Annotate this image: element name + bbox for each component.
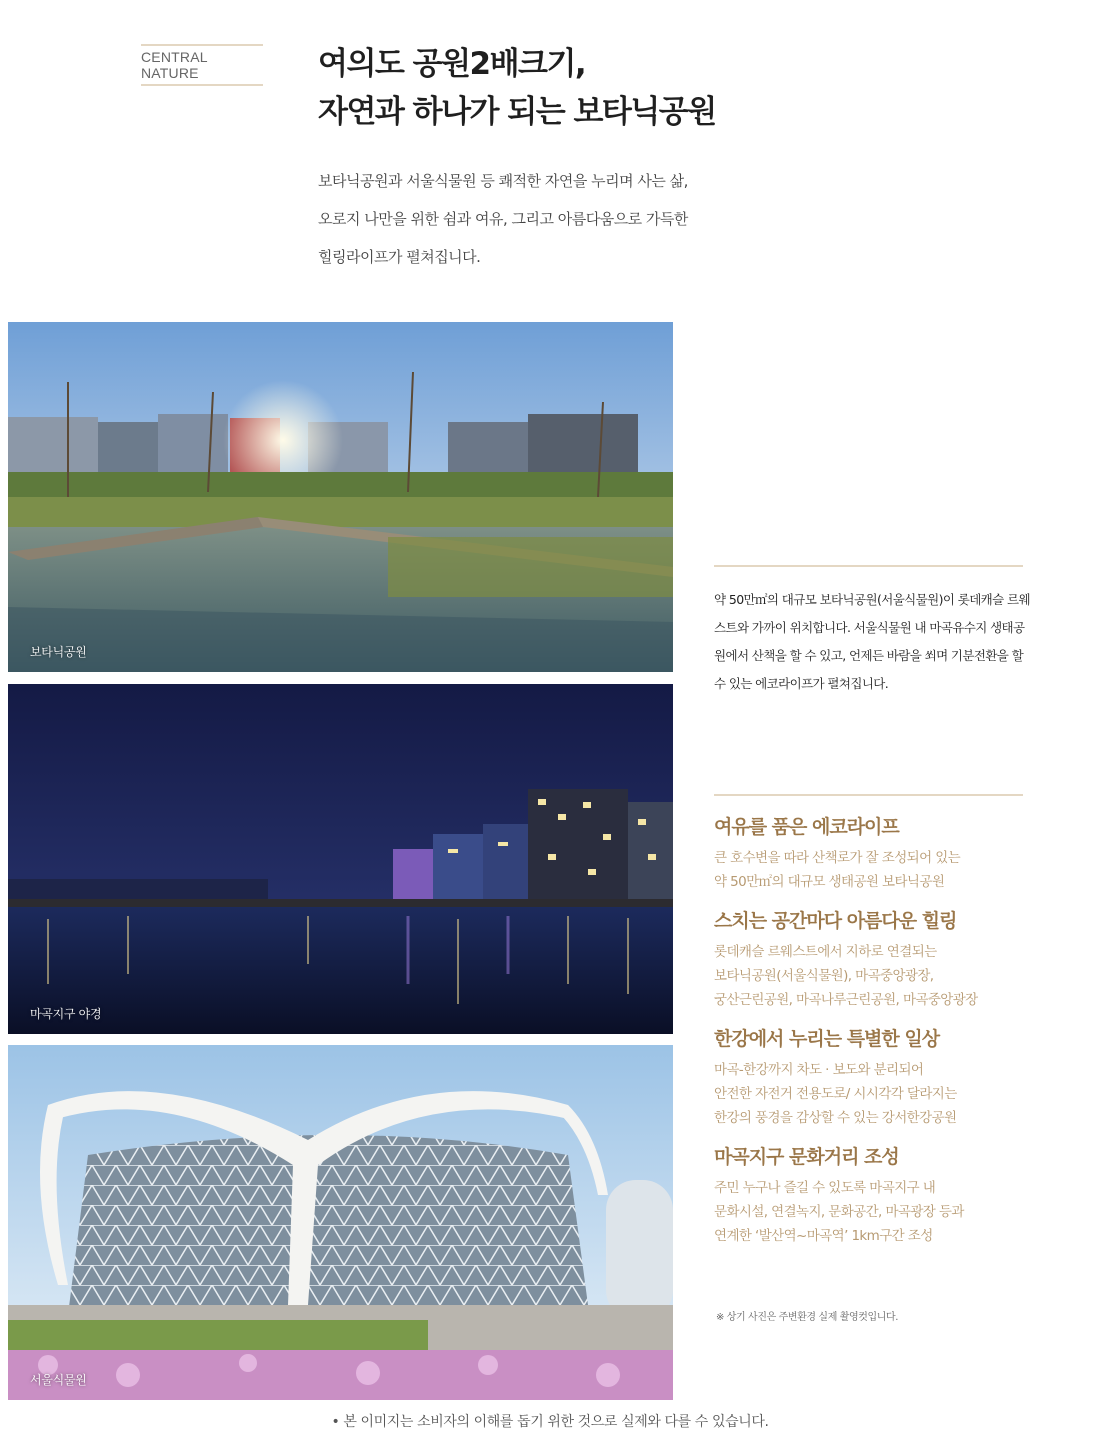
intro-line-1: 보타닉공원과 서울식물원 등 쾌적한 자연을 누리며 사는 삶, (318, 172, 688, 190)
intro-text (318, 162, 688, 276)
divider-features (714, 794, 1023, 796)
intro-line-3: 힐링라이프가 펼쳐집니다. (318, 248, 481, 266)
section-label: CENTRAL NATURE (141, 44, 263, 86)
feature-item (714, 906, 1044, 1012)
seoul-botanic-illustration (8, 1045, 673, 1400)
seoul-botanic-photo (8, 1045, 673, 1400)
divider-top (714, 565, 1023, 567)
feature-list (714, 812, 1044, 1260)
feature-item (714, 1024, 1044, 1130)
headline-line-1: 여의도 공원2배크기, (318, 46, 586, 82)
botanic-park-illustration (8, 322, 673, 672)
feature-title: 마곡지구 문화거리 조성 (714, 1146, 899, 1168)
photo-caption: 마곡지구 야경 (30, 1007, 102, 1021)
feature-title: 스치는 공간마다 아름다운 힐링 (714, 910, 957, 932)
feature-line: 궁산근린공원, 마곡나루근린공원, 마곡중앙광장 (714, 992, 978, 1008)
feature-text (714, 846, 1044, 894)
headline-line-2: 자연과 하나가 되는 보타닉공원 (318, 94, 716, 130)
feature-line: 문화시설, 연결녹지, 문화공간, 마곡광장 등과 (714, 1204, 964, 1220)
photo-note: ※ 상기 사진은 주변환경 실제 촬영컷입니다. (716, 1312, 899, 1323)
feature-line: 안전한 자전거 전용도로/ 시시각각 달라지는 (714, 1086, 957, 1102)
photo-caption: 서울식물원 (30, 1373, 87, 1387)
feature-line: 롯데캐슬 르웨스트에서 지하로 연결되는 (714, 944, 937, 960)
botanic-park-photo (8, 322, 673, 672)
feature-item (714, 812, 1044, 894)
feature-line: 한강의 풍경을 감상할 수 있는 강서한강공원 (714, 1110, 957, 1126)
feature-line: 약 50만㎡의 대규모 생태공원 보타닉공원 (714, 874, 945, 890)
feature-text (714, 1176, 1044, 1248)
magok-night-illustration (8, 684, 673, 1034)
feature-title: 한강에서 누리는 특별한 일상 (714, 1028, 940, 1050)
feature-line: 연계한 ‘발산역~마곡역’ 1km구간 조성 (714, 1228, 933, 1244)
page-headline (318, 40, 716, 136)
feature-text (714, 940, 1044, 1012)
image-disclaimer: • 본 이미지는 소비자의 이해를 돕기 위한 것으로 실제와 다를 수 있습니다. (331, 1414, 769, 1430)
park-description: 약 50만㎡의 대규모 보타닉공원(서울식물원)이 롯데캐슬 르웨스트와 가까이 위치합니다. 서울식물원 내 마곡유수지 생태공원에서 산책을 할 수 있고, 언제든 바람을 쐬며 기분전환을 할 수 있는 에코라이프가 펼쳐집니다. (714, 592, 1030, 691)
feature-item (714, 1142, 1044, 1248)
magok-night-photo (8, 684, 673, 1034)
feature-title: 여유를 품은 에코라이프 (714, 816, 899, 838)
intro-line-2: 오로지 나만을 위한 쉼과 여유, 그리고 아름다움으로 가득한 (318, 210, 688, 228)
feature-text (714, 1058, 1044, 1130)
feature-line: 큰 호수변을 따라 산책로가 잘 조성되어 있는 (714, 850, 961, 866)
feature-line: 보타닉공원(서울식물원), 마곡중앙광장, (714, 968, 934, 984)
photo-caption: 보타닉공원 (30, 645, 87, 659)
feature-line: 주민 누구나 즐길 수 있도록 마곡지구 내 (714, 1180, 936, 1196)
feature-line: 마곡-한강까지 차도 · 보도와 분리되어 (714, 1062, 924, 1078)
